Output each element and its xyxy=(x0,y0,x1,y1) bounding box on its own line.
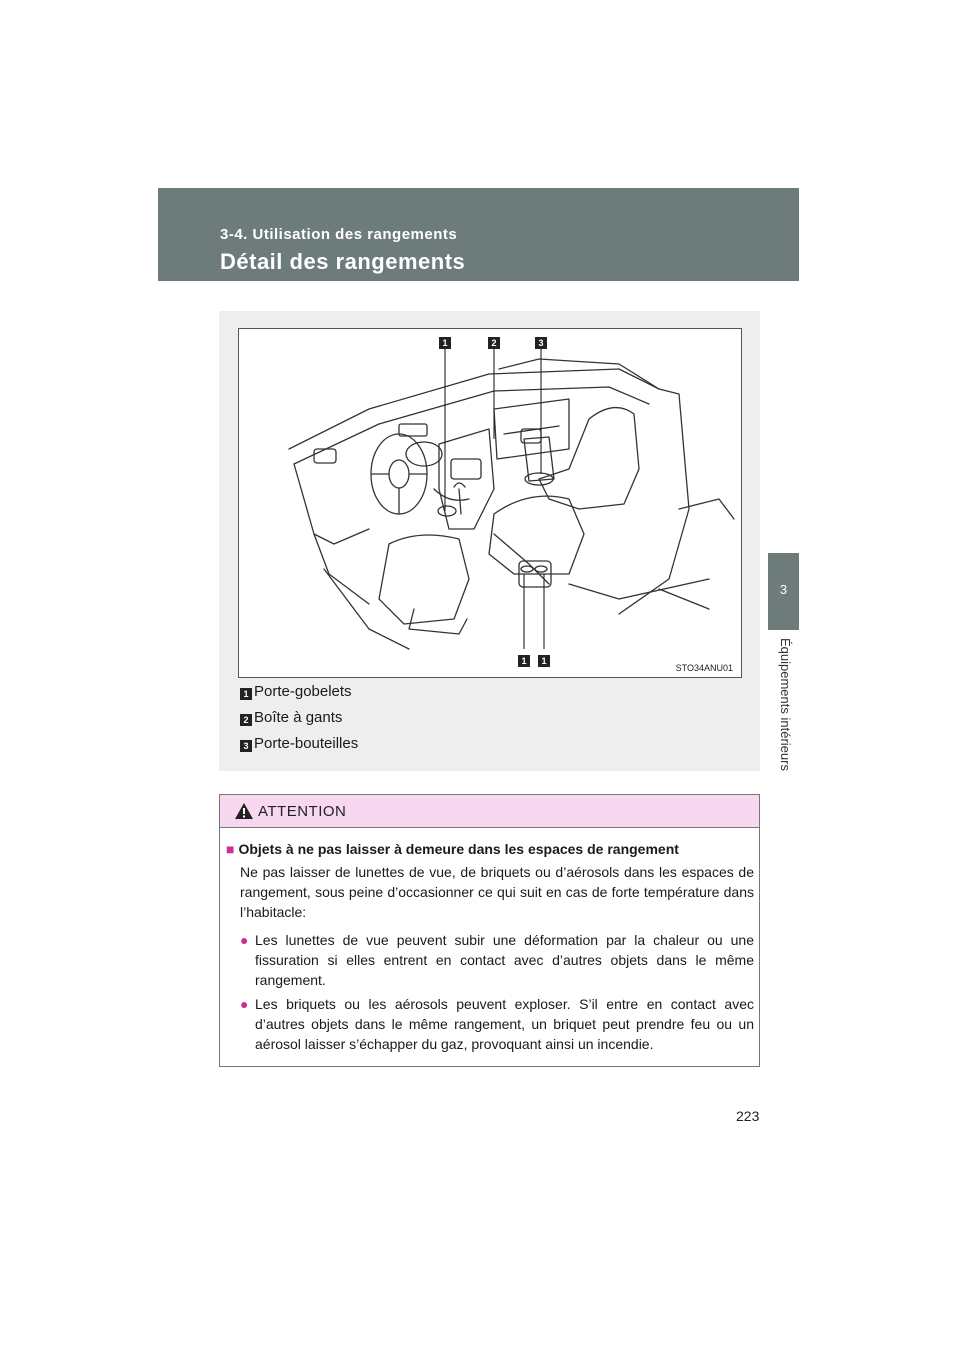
chapter-tab xyxy=(768,553,799,630)
legend-number: 1 xyxy=(240,688,252,700)
page-title: Détail des rangements xyxy=(220,249,466,274)
callout-1-bottom-left: 1 xyxy=(518,655,530,667)
caution-header xyxy=(220,795,759,828)
car-interior-drawing xyxy=(239,329,741,677)
bullet-dot-icon: ● xyxy=(240,932,249,948)
callout-1: 1 xyxy=(439,337,451,349)
caution-paragraph: Ne pas laisser de lunettes de vue, de briquets ou d’aérosols dans les espaces de rangement, sous peine d’occasionner ce qui suit en cas de forte température dans l’habitacle: xyxy=(240,864,754,920)
figure-panel xyxy=(219,311,760,771)
square-bullet-icon: ■ xyxy=(226,841,235,857)
caution-heading-text: Objets à ne pas laisser à demeure dans les espaces de rangement xyxy=(238,841,679,857)
legend-text: Boîte à gants xyxy=(254,709,343,726)
caution-title: ATTENTION xyxy=(258,803,347,820)
chapter-side-label: Équipements intérieurs xyxy=(778,638,793,771)
callout-3: 3 xyxy=(535,337,547,349)
figure-code: STO34ANU01 xyxy=(675,663,733,673)
chapter-number: 3 xyxy=(779,582,788,597)
section-label: 3-4. Utilisation des rangements xyxy=(220,226,458,243)
caution-heading xyxy=(226,839,679,859)
caution-bullet-text: Les lunettes de vue peuvent subir une déformation par la chaleur ou une fissuration si elles entrent en contact avec d’autres objets dans le même rangement. xyxy=(255,932,754,988)
caution-bullet-text: Les briquets ou les aérosols peuvent exploser. S’il entre en contact avec d’autres objets dans le même rangement, un briquet peut prendre feu ou un aérosol laisser s’échapper du gaz, provoquant ainsi un incendie. xyxy=(255,996,754,1052)
caution-box xyxy=(219,794,760,1067)
car-interior-illustration xyxy=(238,328,742,678)
chapter-header xyxy=(158,188,799,281)
bullet-dot-icon: ● xyxy=(240,996,249,1012)
page-number: 223 xyxy=(736,1108,760,1124)
legend-number: 2 xyxy=(240,714,252,726)
callout-2: 2 xyxy=(488,337,500,349)
warning-triangle-icon xyxy=(234,802,254,820)
legend-number: 3 xyxy=(240,740,252,752)
callout-1-bottom-right: 1 xyxy=(538,655,550,667)
legend-text: Porte-gobelets xyxy=(254,683,352,700)
legend-text: Porte-bouteilles xyxy=(254,735,359,752)
